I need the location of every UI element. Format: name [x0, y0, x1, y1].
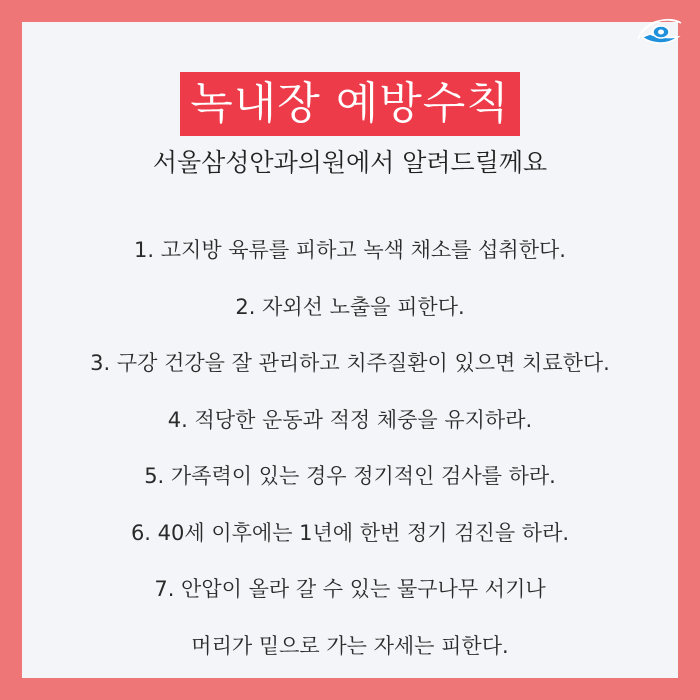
- list-item: 4. 적당한 운동과 적정 체중을 유지하라.: [167, 407, 533, 432]
- list-item: 3. 구강 건강을 잘 관리하고 치주질환이 있으면 치료한다.: [90, 351, 610, 375]
- title-container: [0, 72, 700, 136]
- prevention-rules-list: [0, 230, 700, 682]
- list-item: 2. 자외선 노출을 피한다.: [235, 294, 465, 319]
- subtitle: 서울삼성안과의원에서 알려드릴께요: [152, 148, 548, 177]
- page-title: 녹내장 예방수칙: [180, 72, 520, 136]
- eye-logo-icon: [634, 12, 686, 56]
- list-item: 7. 안압이 올라 갈 수 있는 물구나무 서기나: [154, 577, 546, 601]
- list-item: 1. 고지방 육류를 피하고 녹색 채소를 섭취한다.: [134, 238, 566, 262]
- list-item: 머리가 밑으로 가는 자세는 피한다.: [191, 633, 509, 658]
- list-item: 5. 가족력이 있는 경우 정기적인 검사를 하라.: [144, 464, 556, 488]
- list-item: 6. 40세 이후에는 1년에 한번 정기 검진을 하라.: [130, 520, 570, 545]
